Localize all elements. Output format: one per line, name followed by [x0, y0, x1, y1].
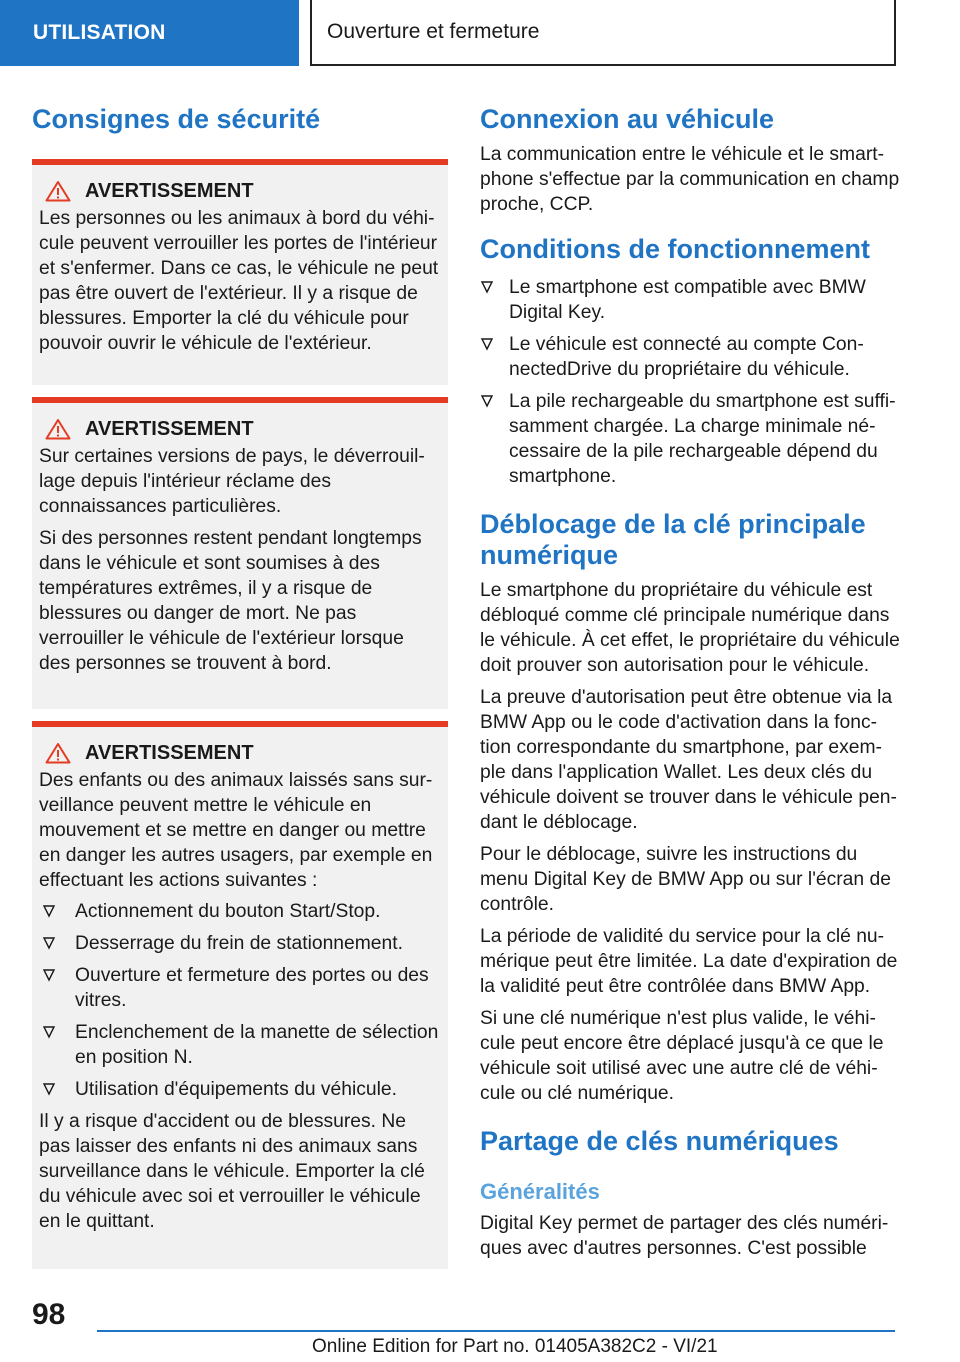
bullet-triangle-icon	[480, 279, 494, 295]
bullet-triangle-icon	[42, 903, 56, 919]
list-item	[480, 389, 900, 489]
deblocage-text: La preuve d'autorisation peut être obtenue via la BMW App ou le code d'activation dans la fonction correspondante du smartphone, par exemple dans l'application Wallet. Les deux clés du véhicule doivent se trouver dans le véhicule pendant le déblocage.	[480, 687, 897, 833]
warning-label: AVERTISSEMENT	[85, 179, 254, 202]
left-column	[32, 98, 448, 1269]
warning-triangle-icon	[45, 742, 71, 764]
deblocage-text: Pour le déblocage, suivre les instructions du menu Digital Key de BMW App ou sur l'écran de contrôle.	[480, 844, 891, 915]
warning-outro: Il y a risque d'accident ou de blessures. Ne pas laisser des enfants ni des animaux sans surveillance dans le véhicule. Emporter la clé du véhicule avec soi et verrouiller le véhicule en le quittant.	[39, 1111, 425, 1232]
warning-triangle-icon	[45, 180, 71, 202]
section-title-safety: Consignes de sécurité	[32, 104, 321, 134]
list-item	[39, 899, 440, 924]
bullet-triangle-icon	[42, 1024, 56, 1040]
list-item-text: Utilisation d'équipements du véhicule.	[75, 1079, 398, 1100]
bullet-triangle-icon	[42, 1081, 56, 1097]
footer-divider	[97, 1330, 895, 1332]
list-item-text: Ouverture et fermeture des portes ou des vitres.	[75, 965, 429, 1011]
deblocage-text: Le smartphone du propriétaire du véhicule est débloqué comme clé principale numérique dans le véhicule. À cet effet, le propriétaire du véhicule doit prouver son autorisation pour le véhicule.	[480, 580, 900, 676]
warning-box	[32, 159, 448, 385]
list-item	[39, 1077, 440, 1102]
warning-intro: Des enfants ou des animaux laissés sans surveillance peuvent mettre le véhicule en mouvement et se mettre en danger ou mettre en danger les autres usagers, par exemple en effectuant les actions suivantes :	[39, 770, 433, 891]
section-title-partage: Partage de clés numériques	[480, 1126, 839, 1156]
partage-text: Digital Key permet de partager des clés numériques avec d'autres personnes. C'est possible	[480, 1213, 889, 1259]
right-column	[480, 98, 900, 1261]
list-item	[480, 275, 900, 325]
bullet-triangle-icon	[480, 336, 494, 352]
bullet-triangle-icon	[42, 935, 56, 951]
warning-text: Les personnes ou les animaux à bord du véhicule peuvent verrouiller les portes de l'intérieur et s'enfermer. Dans ce cas, le véhicule ne peut pas être ouvert de l'extérieur. Il y a risque de blessures. Emporter la clé du véhicule pour pouvoir ouvrir le véhicule de l'extérieur.	[39, 208, 439, 354]
bullet-triangle-icon	[42, 967, 56, 983]
warning-box	[32, 397, 448, 709]
connexion-text: La communication entre le véhicule et le smartphone s'effectue par la communication en champ proche, CCP.	[480, 144, 900, 215]
section-title-deblocage: Déblocage de la clé principale numérique	[480, 509, 866, 570]
section-title-connexion: Connexion au véhicule	[480, 104, 775, 134]
list-item	[39, 963, 440, 1013]
list-item	[39, 1020, 440, 1070]
list-item-text: Desserrage du frein de stationnement.	[75, 933, 403, 954]
bullet-triangle-icon	[480, 393, 494, 409]
list-item-text: Le véhicule est connecté au compte ConnectedDrive du propriétaire du véhicule.	[509, 334, 864, 380]
section-tab: UTILISATION	[0, 0, 299, 66]
warning-header	[39, 179, 440, 203]
deblocage-text: Si une clé numérique n'est plus valide, le véhicule peut encore être déplacé jusqu'à ce que le véhicule soit utilisé avec une autre clé de véhicule ou clé numérique.	[480, 1008, 884, 1104]
warning-label: AVERTISSEMENT	[85, 741, 254, 764]
footer-edition: Online Edition for Part no. 01405A382C2 - VI/21	[312, 1336, 718, 1357]
list-item-text: La pile rechargeable du smartphone est suffisamment chargée. La charge minimale nécessaire de la pile rechargeable dépend du smartphone.	[509, 391, 896, 487]
chapter-tab: Ouverture et fermeture	[310, 0, 896, 66]
list-item-text: Le smartphone est compatible avec BMW Digital Key.	[509, 277, 866, 323]
list-item	[39, 931, 440, 956]
page-number: 98	[32, 1298, 66, 1331]
warning-triangle-icon	[45, 418, 71, 440]
warning-header	[39, 741, 440, 765]
section-title-conditions: Conditions de fonctionnement	[480, 234, 870, 264]
deblocage-text: La période de validité du service pour la clé numérique peut être limitée. La date d'expiration de la validité peut être contrôlée dans BMW App.	[480, 926, 898, 997]
warning-text: Si des personnes restent pendant longtemps dans le véhicule et sont soumises à des températures extrêmes, il y a risque de blessures ou danger de mort. Ne pas verrouiller le véhicule de l'extérieur lorsque des personnes se trouvent à bord.	[39, 528, 422, 674]
conditions-list	[480, 275, 900, 489]
list-item-text: Enclenchement de la manette de sélection en position N.	[75, 1022, 439, 1068]
warning-box	[32, 721, 448, 1269]
list-item-text: Actionnement du bouton Start/Stop.	[75, 901, 381, 922]
warning-header	[39, 417, 440, 441]
warning-text: Sur certaines versions de pays, le déverrouillage depuis l'intérieur réclame des connaissances particulières.	[39, 446, 425, 517]
warning-label: AVERTISSEMENT	[85, 417, 254, 440]
list-item	[480, 332, 900, 382]
subsection-title-generalites: Généralités	[480, 1179, 600, 1204]
warning-action-list	[39, 899, 440, 1102]
